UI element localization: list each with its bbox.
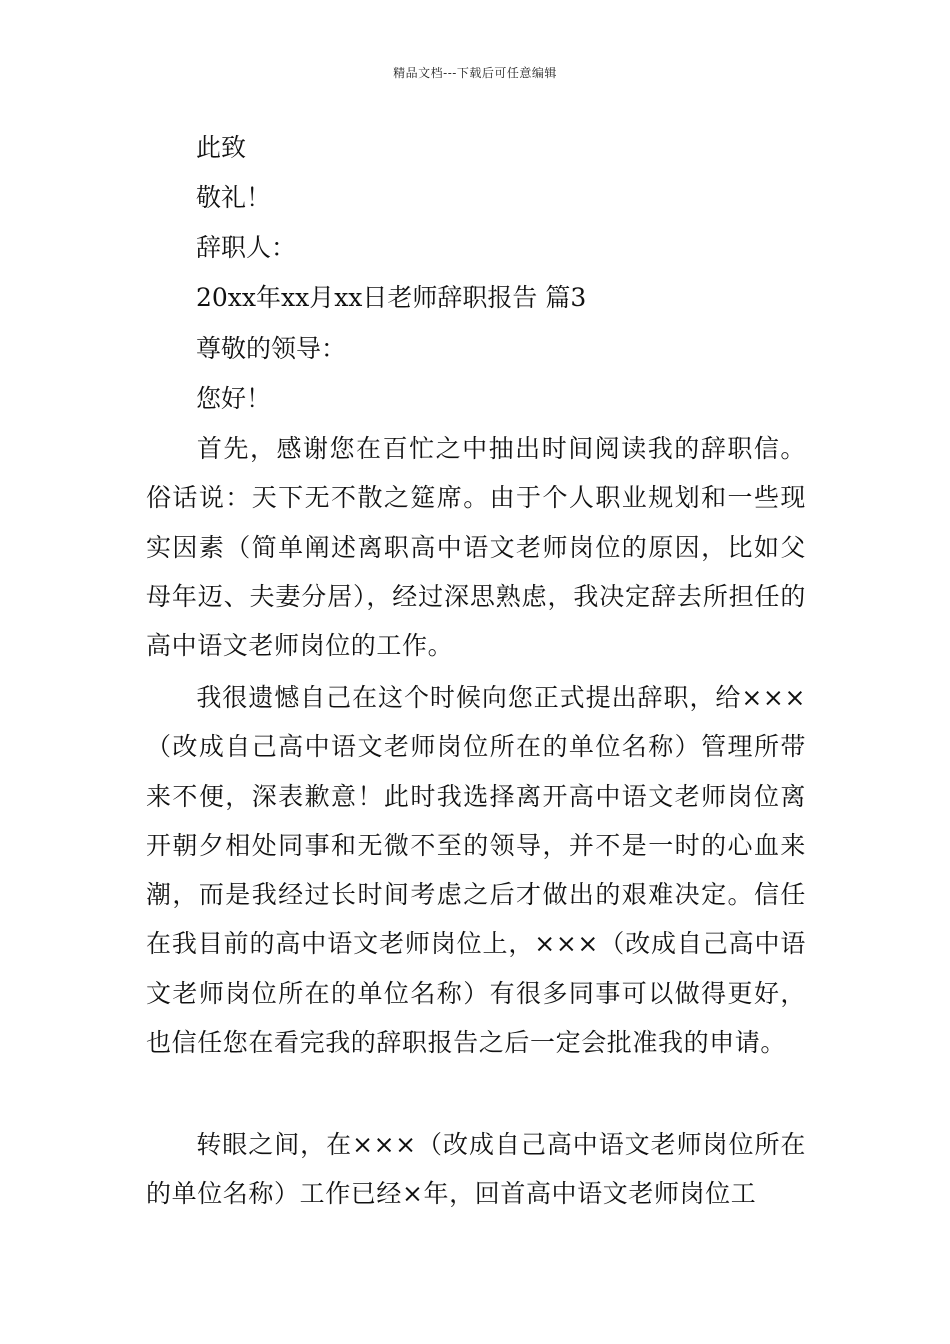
paragraph-1: [146, 424, 806, 670]
greeting-line: 尊敬的领导：: [196, 334, 347, 363]
paragraph-3-text: 转眼之间，在×××（改成自己高中语文老师岗位所在的单位名称）工作已经×年，回首高中语文老师岗位工: [146, 1130, 806, 1209]
hello-line: 您好！: [196, 384, 272, 413]
salute-line: 敬礼！: [196, 183, 272, 212]
paragraph-2-text: 我很遗憾自己在这个时候向您正式提出辞职，给×××（改成自己高中语文老师岗位所在的单位名称）管理所带来不便，深表歉意！此时我选择离开高中语文老师岗位离开朝夕相处同事和无微不至的领导，并不是一时的心血来潮，而是我经过长时间考虑之后才做出的艰难决定。信任在我目前的高中语文老师岗位上，×××（改成自己高中语文老师岗位所在的单位名称）有很多同事可以做得更好，也信任您在看完我的辞职报告之后一定会批准我的申请。: [146, 683, 806, 1058]
date-and-title-line: 20xx年xx月xx日老师辞职报告 篇3: [196, 283, 587, 312]
page-header-watermark: 精品文档---下载后可任意编辑: [393, 66, 557, 80]
signer-line: 辞职人：: [196, 233, 297, 262]
paragraph-2: [146, 673, 806, 1067]
closing-line: 此致: [196, 133, 247, 162]
paragraph-3: [146, 1120, 806, 1219]
paragraph-1-text: 首先，感谢您在百忙之中抽出时间阅读我的辞职信。俗话说：天下无不散之筵席。由于个人职业规划和一些现实因素（简单阐述离职高中语文老师岗位的原因，比如父母年迈、夫妻分居），经过深思熟虑，我决定辞去所担任的高中语文老师岗位的工作。: [146, 434, 806, 661]
